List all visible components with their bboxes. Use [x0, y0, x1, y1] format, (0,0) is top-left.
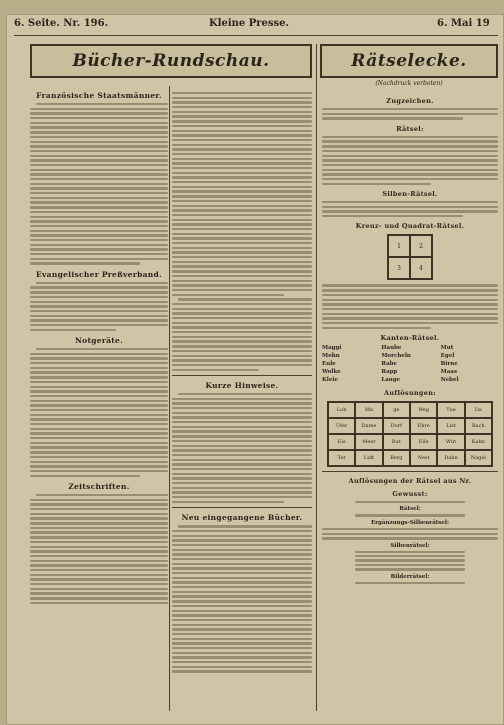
answer-text	[322, 501, 498, 503]
answer-label: Silbenrätsel:	[390, 542, 430, 549]
grid-cell: 1	[388, 235, 410, 257]
answer-cell: Ehre	[410, 418, 437, 434]
answer-cell: Berg	[383, 450, 410, 466]
answer-cell: List	[437, 418, 464, 434]
word: Mohn	[322, 353, 340, 360]
puzzle-text	[322, 136, 498, 185]
word: Morcheln	[381, 353, 411, 360]
article-body	[172, 525, 312, 673]
crossword-square	[387, 234, 433, 280]
article-body	[30, 103, 168, 265]
word: Rabe	[381, 361, 397, 368]
puzzle-heading: Kanten-Rätsel.	[380, 334, 440, 343]
answer-cell: Nagel	[465, 450, 492, 466]
answer-cell: Ma	[355, 402, 382, 418]
answer-label: Rätsel:	[399, 506, 421, 513]
answer-cell: ge	[383, 402, 410, 418]
word: Eule	[322, 361, 336, 368]
answer-cell: Dahn	[437, 450, 464, 466]
answer-cell: Weg	[410, 402, 437, 418]
word: Maas	[440, 369, 457, 376]
answer-cell: Rat	[383, 434, 410, 450]
answer-text	[322, 551, 498, 571]
puzzle-heading: Rätsel:	[396, 124, 424, 133]
puzzle-heading: Kreuz- und Quadrat-Rätsel.	[355, 222, 465, 231]
puzzle-subtitle: (Nachdruck verboten)	[375, 80, 443, 87]
puzzle-text	[322, 201, 498, 217]
answer-cell: Meer	[355, 434, 382, 450]
article-heading: Zeitschriften.	[68, 481, 130, 491]
book-review-masthead: Bücher-Rundschau.	[30, 44, 312, 78]
article-heading: Kurze Hinweise.	[205, 380, 279, 390]
page-number: 6. Seite. Nr. 196.	[14, 18, 109, 29]
answer-cell: Nest	[410, 450, 437, 466]
puzzle-heading: Silben-Rätsel.	[382, 190, 438, 199]
column-divider-2	[316, 44, 317, 711]
answer-cell: Eis	[328, 434, 355, 450]
column-1	[30, 86, 168, 711]
answer-cell: Dorf	[383, 418, 410, 434]
puzzle-heading: Auflösungen der Rätsel aus Nr.	[348, 477, 472, 486]
answer-cell: Dame	[355, 418, 382, 434]
answer-cell: Eile	[410, 434, 437, 450]
puzzle-text	[322, 284, 498, 329]
answer-cell: Lidt	[355, 450, 382, 466]
column-3	[322, 92, 498, 711]
word: Egel	[440, 353, 455, 360]
answer-cell: Wut	[437, 434, 464, 450]
column-divider-1	[169, 86, 170, 711]
word: Lauge	[381, 377, 401, 384]
answer-cell: Tue	[437, 402, 464, 418]
section-separator	[322, 471, 498, 472]
article-body	[30, 282, 168, 331]
grid-cell: 4	[410, 257, 432, 279]
section-separator	[172, 375, 312, 376]
article-body	[30, 494, 168, 604]
article-heading: Französische Staatsmänner.	[36, 91, 162, 100]
article-body	[172, 393, 312, 503]
answer-text	[322, 582, 498, 584]
column-2	[172, 86, 312, 711]
word-block	[322, 345, 498, 384]
answer-cell: Ter	[328, 450, 355, 466]
word: Nebel	[440, 377, 459, 384]
page-header	[14, 18, 498, 34]
issue-date: 6. Mai 19	[437, 18, 490, 29]
word: Haube	[381, 345, 402, 352]
article-heading: Evangelischer Preßverband.	[35, 269, 163, 279]
word: Kleie	[322, 377, 338, 384]
puzzle-text	[322, 108, 498, 120]
article-body	[30, 348, 168, 477]
grid-cell: 2	[410, 235, 432, 257]
article-heading: Neu eingegangene Bücher.	[181, 513, 303, 523]
word: Maggi	[322, 345, 342, 352]
grid-cell: 3	[388, 257, 410, 279]
word: Rapp	[381, 369, 398, 376]
answer-label: Ergänzungs-Silbenrätsel:	[370, 519, 450, 526]
puzzle-masthead: Rätselecke.	[320, 44, 498, 78]
answer-text	[322, 528, 498, 540]
answer-cell: Kahn	[465, 434, 492, 450]
newspaper-name: Kleine Presse.	[209, 18, 290, 29]
puzzle-heading: Zugzeichen.	[386, 97, 434, 105]
answer-cell: Ufer	[328, 418, 355, 434]
header-rule	[14, 35, 498, 36]
word: Wolke	[322, 369, 341, 376]
answer-cell: Da	[465, 402, 492, 418]
puzzle-heading: Auflösungen:	[384, 389, 436, 398]
word: Birne	[440, 361, 458, 368]
answer-grid	[327, 401, 493, 467]
section-separator	[172, 507, 312, 508]
answer-text	[322, 514, 498, 516]
article-body	[172, 92, 312, 371]
answer-cell: Bach	[465, 418, 492, 434]
answer-label: Bilderrätsel:	[390, 573, 430, 580]
article-heading: Notgeräte.	[75, 336, 123, 346]
puzzle-heading: Gewusst:	[392, 490, 428, 499]
word: Mut	[440, 345, 454, 352]
answer-cell: Lob	[328, 402, 355, 418]
